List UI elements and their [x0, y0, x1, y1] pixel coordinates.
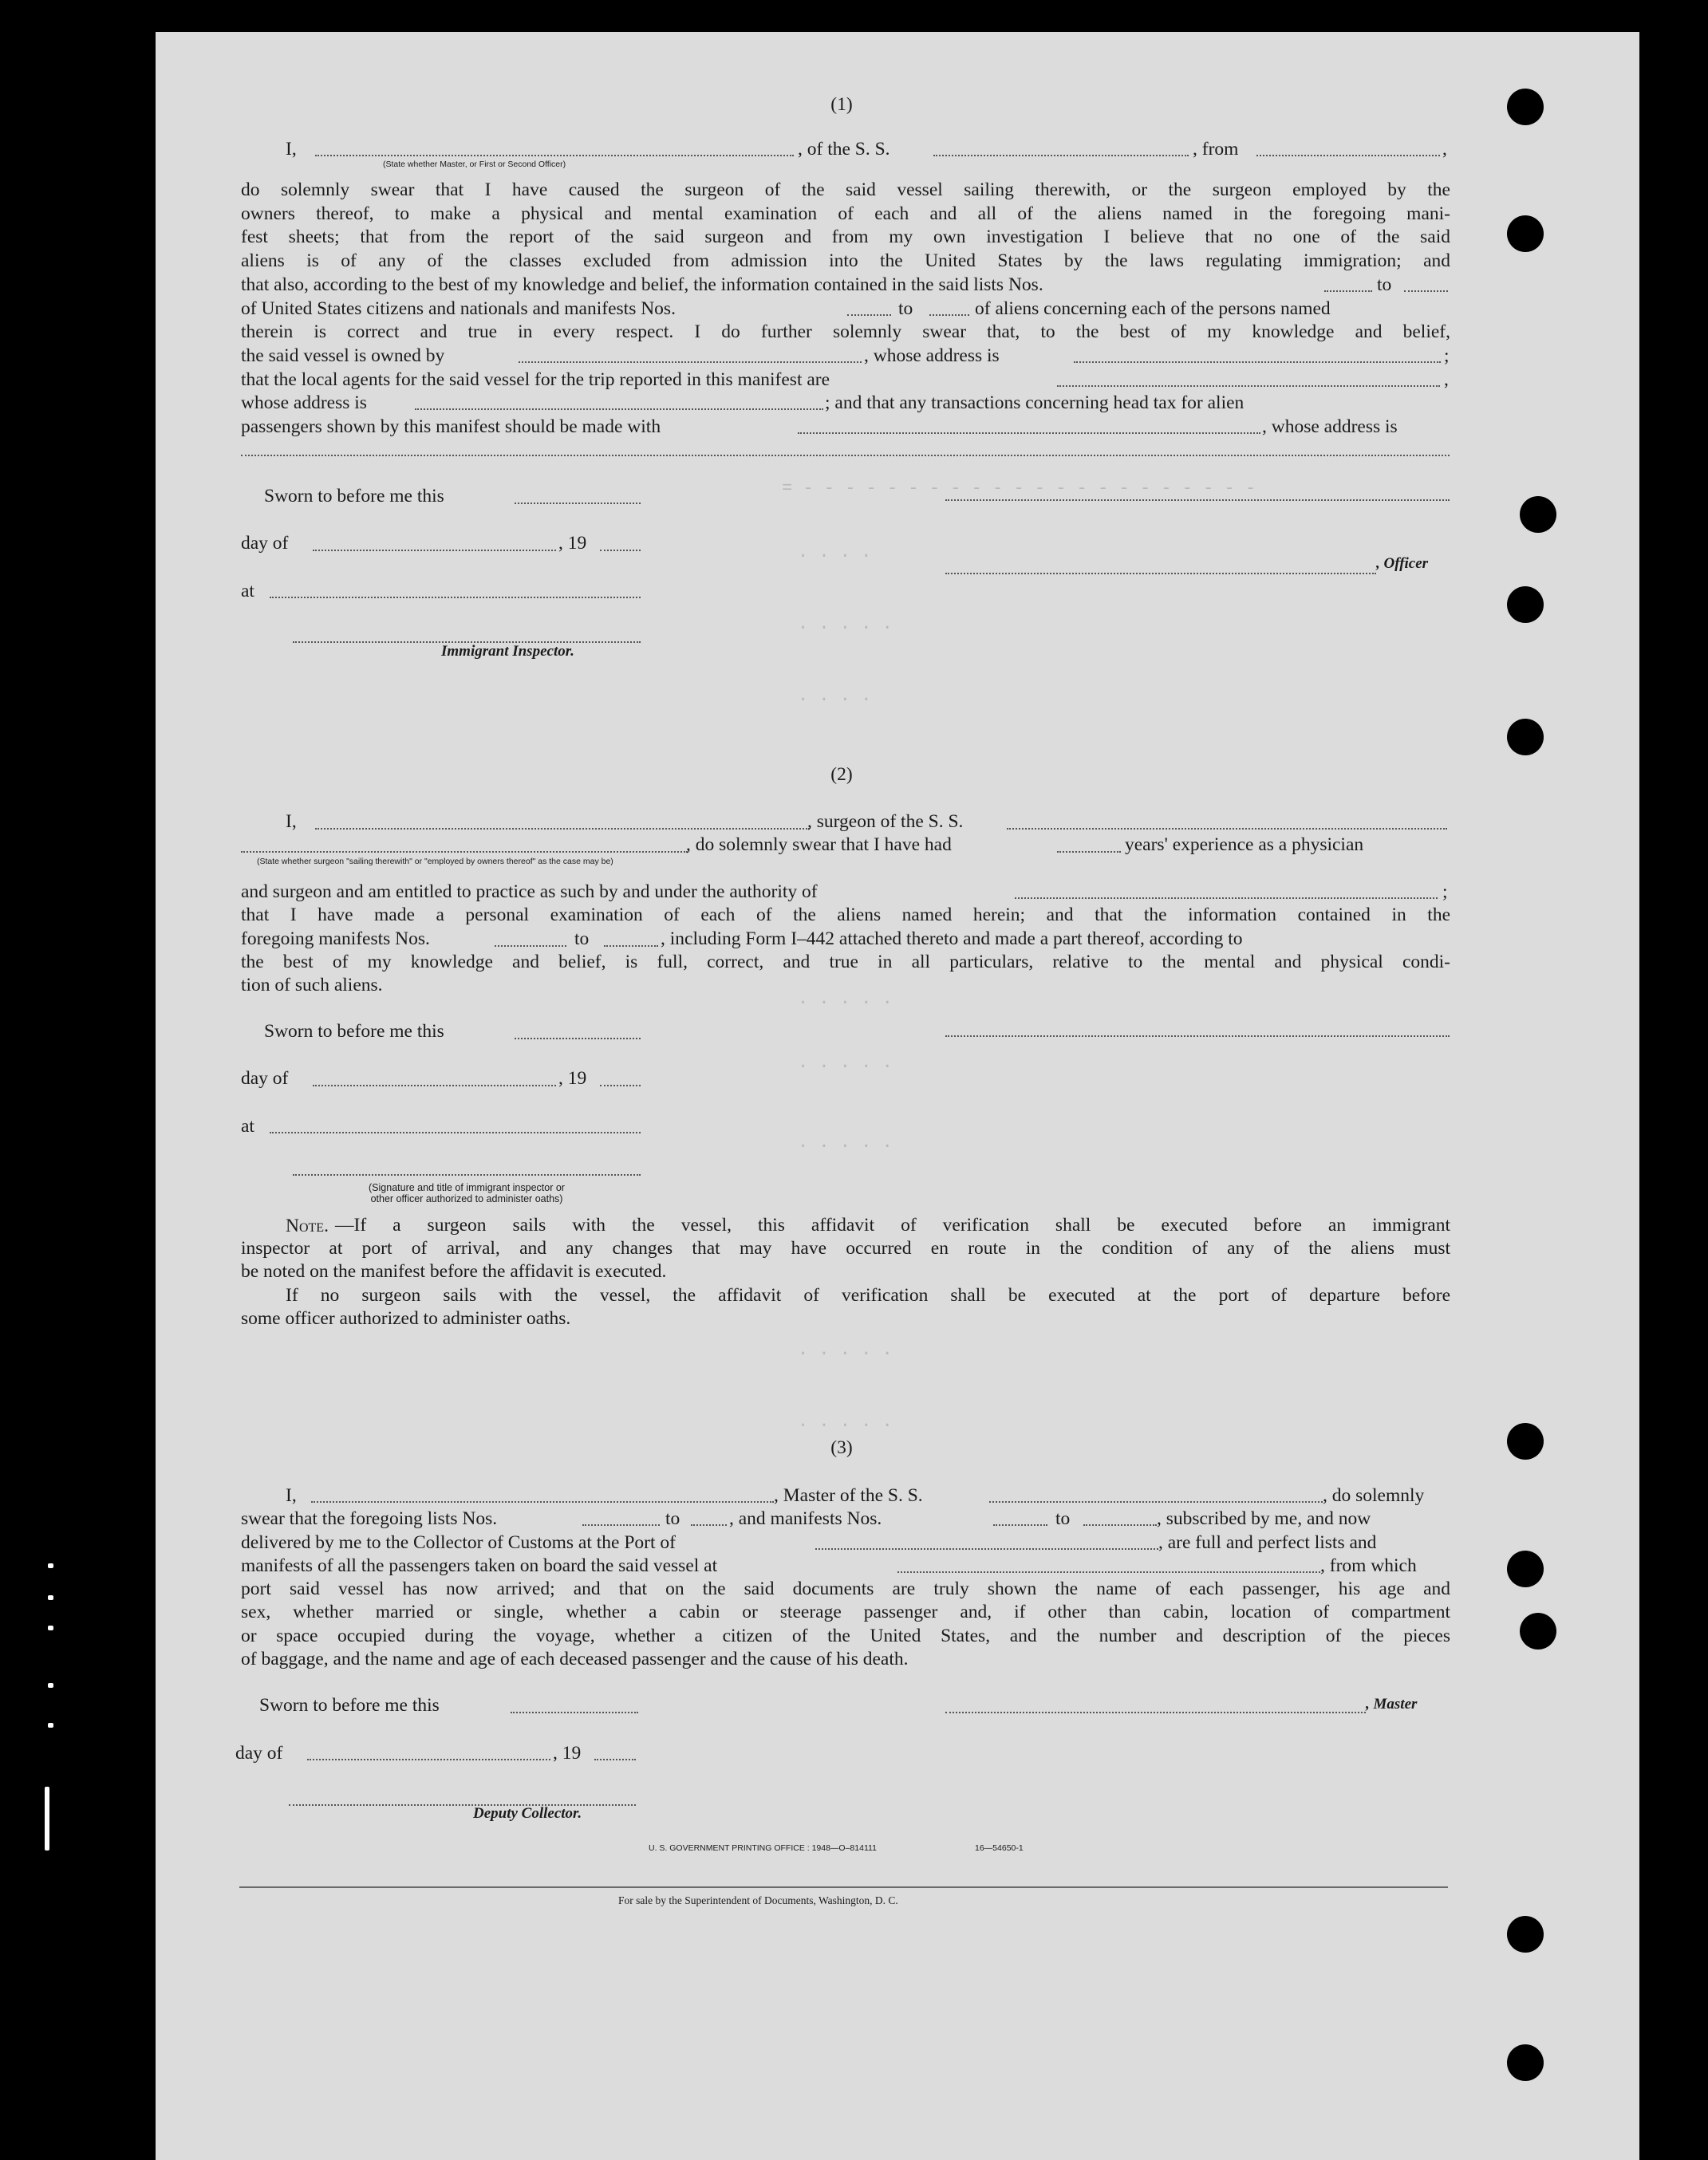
foregoing-to: to: [574, 928, 590, 949]
bleed-through-text: . . . . .: [798, 1053, 893, 1073]
scan-noise: [45, 1787, 49, 1851]
section-3-line: or space occupied during the voyage, whether a citizen of the United States, and the number and description of the pieces: [241, 1626, 1450, 1646]
section-3-i: I,: [286, 1485, 297, 1506]
owner-field[interactable]: [519, 361, 862, 363]
note-line: —If a surgeon sails with the vessel, this affidavit of verification shall be executed before an immigrant: [335, 1215, 1450, 1236]
sworn-day-field[interactable]: [511, 1712, 638, 1713]
section-3-line: of baggage, and the name and age of each deceased passenger and the cause of his death.: [241, 1649, 909, 1669]
section-3-heading: (3): [830, 1437, 853, 1458]
bleed-through-text: . . . . .: [798, 614, 893, 634]
semicolon: ;: [1444, 345, 1450, 366]
scan-noise: [48, 1723, 53, 1728]
head-tax-agent-field[interactable]: [798, 432, 1260, 434]
citizens-to: to: [898, 298, 913, 319]
manifests-to-field[interactable]: [929, 314, 969, 316]
embarkation-port-field[interactable]: [897, 1571, 1320, 1573]
lists-from-field[interactable]: [1324, 290, 1372, 292]
lists-to-field[interactable]: [691, 1524, 727, 1526]
year-field[interactable]: [600, 550, 641, 551]
do-solemnly-label: , do solemnly: [1323, 1485, 1425, 1506]
local-agents-label: that the local agents for the said vessel for the trip reported in this manifest are: [241, 369, 830, 390]
bleed-through-text: . . . . .: [798, 1412, 893, 1432]
from-label: , from: [1193, 139, 1239, 160]
note-line: be noted on the manifest before the affidavit is executed.: [241, 1261, 667, 1282]
semicolon: ;: [1442, 881, 1448, 902]
head-tax-address-label: , whose address is: [1262, 416, 1398, 437]
form-number: 16—54650-1: [975, 1843, 1024, 1853]
day-of-label: day of: [235, 1743, 283, 1764]
no-surgeon-line: If no surgeon sails with the vessel, the affidavit of verification shall be executed at the port of departure before: [286, 1285, 1450, 1306]
comma: ,: [1444, 369, 1449, 390]
swear-lists-label: swear that the foregoing lists Nos.: [241, 1508, 498, 1529]
footer-rule: [239, 1886, 1448, 1888]
day-of-label: day of: [241, 533, 289, 554]
owner-address-field[interactable]: [1074, 361, 1441, 363]
year-19: , 19: [558, 1068, 587, 1089]
signature-note-2: other officer authorized to administer oaths): [370, 1193, 563, 1204]
day-of-label: day of: [241, 1068, 289, 1089]
full-lists-label: , are full and perfect lists and: [1158, 1532, 1377, 1553]
manifests-all-label: manifests of all the passengers taken on board the said vessel at: [241, 1555, 718, 1576]
foregoing-b: , including Form I–442 attached thereto and made a part thereof, according to: [661, 928, 1243, 949]
punch-hole: [1507, 1551, 1544, 1587]
foregoing-label: foregoing manifests Nos.: [241, 928, 430, 949]
manifests-to: to: [1055, 1508, 1071, 1529]
surgeon-note: (State whether surgeon "sailing therewith" or "employed by owners thereof" as the case may be): [257, 857, 613, 866]
master-label: , Master: [1366, 1696, 1418, 1713]
therein-line: therein is correct and true in every respect. I do further solemnly swear that, to the best of my knowledge and belief,: [241, 321, 1450, 342]
sworn-label: Sworn to before me this: [264, 1021, 444, 1042]
punch-hole: [1520, 496, 1556, 533]
officer-signature-field[interactable]: [945, 573, 1376, 574]
bleed-through-text: . . . . .: [798, 1133, 893, 1153]
owner-address-label: , whose address is: [864, 345, 1000, 366]
vessel-name-field[interactable]: [989, 1501, 1323, 1503]
scan-noise: [48, 1683, 53, 1688]
section-3-line: port said vessel has now arrived; and that on the said documents are truly shown the name of each passenger, his age and: [241, 1579, 1450, 1599]
punch-hole: [1507, 586, 1544, 623]
month-field[interactable]: [307, 1759, 550, 1760]
year-field[interactable]: [600, 1085, 641, 1086]
and-manifests-label: , and manifests Nos.: [729, 1508, 882, 1529]
punch-hole: [1507, 1423, 1544, 1460]
immigrant-inspector-label: Immigrant Inspector.: [441, 643, 574, 660]
from-port-field[interactable]: [1256, 155, 1440, 156]
surgeon-status-field[interactable]: [241, 851, 688, 853]
note-line: inspector at port of arrival, and any changes that may have occurred en route in the condition of any of the aliens must: [241, 1238, 1450, 1259]
at-label: at: [241, 581, 254, 601]
year-19: , 19: [558, 533, 587, 554]
surgeon-manifests-from-field[interactable]: [495, 945, 566, 947]
at-label: at: [241, 1116, 254, 1137]
deputy-collector-label: Deputy Collector.: [473, 1805, 582, 1822]
bleed-through-text: . . . .: [798, 542, 872, 562]
sworn-label: Sworn to before me this: [264, 486, 444, 506]
master-name-field[interactable]: [311, 1501, 774, 1503]
section-1-i: I,: [286, 139, 297, 160]
bleed-through-text: . . . . .: [798, 989, 893, 1009]
head-tax-text: ; and that any transactions concerning head tax for alien: [825, 392, 1245, 413]
signature-note-1: (Signature and title of immigrant inspector or: [369, 1182, 565, 1193]
head-tax-address-field[interactable]: [241, 455, 1450, 456]
master-note: (State whether Master, or First or Second Officer): [383, 160, 566, 169]
citizens-line-b: of aliens concerning each of the persons named: [975, 298, 1331, 319]
section-1-line: owners thereof, to make a physical and mental examination of each and all of the aliens named in the foregoing mani-: [241, 203, 1450, 224]
sworn-day-field[interactable]: [515, 503, 641, 504]
officer-label: , Officer: [1376, 555, 1429, 572]
section-2-heading: (2): [830, 764, 853, 785]
punch-hole: [1507, 89, 1544, 125]
passengers-text: passengers shown by this manifest should be made with: [241, 416, 661, 437]
bleed-through-text: . . . . .: [798, 1340, 893, 1360]
vessel-name-field[interactable]: [933, 155, 1189, 156]
section-2-i: I,: [286, 811, 297, 832]
scan-noise: [48, 1595, 53, 1600]
for-sale-notice: For sale by the Superintendent of Documents, Washington, D. C.: [618, 1894, 898, 1906]
years-field[interactable]: [1057, 851, 1121, 853]
manifests-from-field[interactable]: [993, 1524, 1047, 1526]
section-1-line: aliens is of any of the classes excluded from admission into the United States by the laws regulating immigration; and: [241, 250, 1450, 271]
local-agents-field[interactable]: [1057, 385, 1440, 387]
surgeon-of-label: , surgeon of the S. S.: [807, 811, 964, 832]
section-1-line: do solemnly swear that I have caused the surgeon of the said vessel sailing therewith, or the surgeon employed by the: [241, 179, 1450, 200]
subscribed-label: , subscribed by me, and now: [1157, 1508, 1371, 1529]
bleed-through-text: . . . .: [798, 686, 872, 706]
month-field[interactable]: [313, 1085, 556, 1086]
section-3-line: sex, whether married or single, whether a cabin or steerage passenger and, if other than cabin, location of compartment: [241, 1602, 1450, 1622]
punch-hole: [1507, 2044, 1544, 2081]
lists-from-field[interactable]: [582, 1524, 660, 1526]
agents-address-field[interactable]: [415, 408, 823, 410]
section-1-line: fest sheets; that from the report of the said surgeon and from my own investigation I believe that no one of the said: [241, 227, 1450, 247]
no-surgeon-line: some officer authorized to administer oaths.: [241, 1308, 571, 1329]
scan-noise: [48, 1626, 53, 1630]
scan-noise: [48, 1563, 53, 1568]
at-place-field[interactable]: [270, 597, 641, 598]
at-place-field[interactable]: [270, 1132, 641, 1133]
of-ss-label: , of the S. S.: [798, 139, 890, 160]
sworn-label: Sworn to before me this: [259, 1695, 440, 1716]
master-signature-field[interactable]: [945, 1712, 1366, 1713]
authority-label: and surgeon and am entitled to practice as such by and under the authority of: [241, 881, 818, 902]
note-label: Note.: [286, 1216, 329, 1236]
lists-to-field[interactable]: [1404, 290, 1448, 292]
manifests-to-field[interactable]: [1083, 1524, 1157, 1526]
port-field[interactable]: [815, 1548, 1158, 1550]
citizens-line: of United States citizens and nationals and manifests Nos.: [241, 298, 676, 319]
lists-to: to: [665, 1508, 680, 1529]
years-label: years' experience as a physician: [1125, 834, 1364, 855]
owned-by-label: the said vessel is owned by: [241, 345, 445, 366]
punch-hole: [1520, 1613, 1556, 1650]
bleed-through-text: = - - - - - - - - - - - - - - - - - - - - - -: [782, 479, 1256, 499]
surgeon-manifests-to-field[interactable]: [604, 945, 658, 947]
lists-line: that also, according to the best of my knowledge and belief, the information contained in the said lists Nos.: [241, 274, 1043, 295]
authority-field[interactable]: [1015, 897, 1438, 899]
lists-to: to: [1377, 274, 1392, 295]
officer-signature-top-field[interactable]: [945, 499, 1450, 501]
surgeon-vessel-field[interactable]: [1007, 828, 1447, 830]
month-field[interactable]: [313, 550, 556, 551]
agents-address-label: whose address is: [241, 392, 367, 413]
section-2-line: that I have made a personal examination of each of the aliens named herein; and that the information contained in the: [241, 905, 1450, 925]
printing-office-imprint: U. S. GOVERNMENT PRINTING OFFICE : 1948—O–814111: [649, 1843, 877, 1853]
administering-officer-signature-field[interactable]: [293, 1174, 641, 1176]
year-19: , 19: [553, 1743, 582, 1764]
surgeon-signature-field[interactable]: [945, 1035, 1450, 1037]
comma: ,: [1442, 139, 1447, 160]
master-name-field[interactable]: [315, 155, 794, 156]
punch-hole: [1507, 1916, 1544, 1953]
manifests-from-field[interactable]: [847, 314, 891, 316]
master-of-label: , Master of the S. S.: [774, 1485, 923, 1506]
sworn-day-field[interactable]: [515, 1038, 641, 1039]
best-knowledge-line: the best of my knowledge and belief, is full, correct, and true in all particulars, relative to the mental and physical condi-: [241, 952, 1450, 972]
from-which-label: , from which: [1320, 1555, 1417, 1576]
punch-hole: [1507, 215, 1544, 252]
delivered-label: delivered by me to the Collector of Customs at the Port of: [241, 1532, 676, 1553]
surgeon-name-field[interactable]: [315, 828, 810, 830]
punch-hole: [1507, 719, 1544, 755]
section-1-heading: (1): [830, 94, 853, 115]
deputy-collector-signature-field[interactable]: [289, 1804, 636, 1806]
solemnly-label: , do solemnly swear that I have had: [686, 834, 952, 855]
year-field[interactable]: [594, 1759, 636, 1760]
condition-line: tion of such aliens.: [241, 975, 383, 995]
